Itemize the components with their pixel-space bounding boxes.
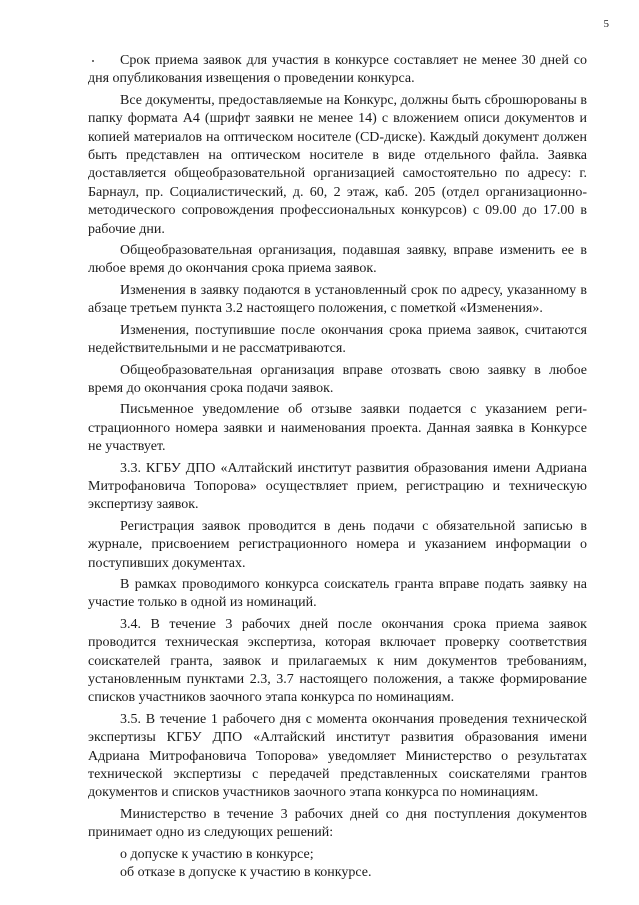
paragraph-deadline: Срок приема заявок для участия в конкурсе составляет не менее 30 дней со дня опубликования извещения о проведении конкурса.	[88, 53, 587, 87]
paragraph-documents: Все документы, предоставляемые на Конкурс, должны быть сброшюрованы в папку формата А4 (шрифт заявки не менее 14) с вложением описи документов и копией материалов на оптическом носителе (CD-диске). Каждый документ должен быть представлен на оптическом носителе в виде отдельного файла. Заявка доставляется общеобразовательной организацией самостоятельно по адресу: г. Барнаул, пр. Социалистический, д. 60, 2 этаж, каб. 205 (отдел организационно-методического сопровождения профессиональных конкурсов) с 09.00 до 17.00 в рабочие дни.	[88, 92, 587, 237]
paragraph-change-right: Общеобразовательная организация, подавшая заявку, вправе изменить ее в любое время до окончания срока приема заявок.	[88, 243, 587, 277]
paragraph-one-nomination: В рамках проводимого конкурса соискатель гранта вправе подать заявку на участие только в одной из номинаций.	[88, 576, 587, 611]
paragraph-late-changes: Изменения, поступившие после окончания срока приема заявок, считаются недействительными и не рассматриваются.	[88, 322, 587, 357]
paragraph-3-4: 3.4. В течение 3 рабочих дней после окончания срока приема заявок проводится техническая экспертиза, которая включает проверку соответствия соискателей гранта, заявок и прилагаемых к ним документов требованиям, установленным пунктами 2.3, 3.7 настоящего положения, а также формирование списков участников заочного этапа конкурса по номинациям.	[88, 616, 587, 706]
paragraph-3-3: 3.3. КГБУ ДПО «Алтайский институт развития образования имени Адриана Митрофановича Топорова» осуществляет прием, регистрацию и техническую экспертизу заявок.	[88, 460, 587, 513]
paragraph-change-address: Изменения в заявку подаются в установленный срок по адресу, указанному в абзаце третьем пункта 3.2 настоящего положения, с пометкой «Изменения».	[88, 282, 587, 317]
paragraph-withdraw-right: Общеобразовательная организация вправе отозвать свою заявку в любое время до окончания срока подачи заявок.	[88, 362, 587, 396]
page-number: 5	[603, 18, 609, 30]
paragraph-3-5: 3.5. В течение 1 рабочего дня с момента окончания проведения технической экспертизы КГБУ ДПО «Алтайский институт развития образования имени Адриана Митрофановича Топорова» уведомляет Министерство о результатах технической экспертизы с передачей представленных соискателями грантов документов и списков участников заочного этапа конкурса по номинациям.	[88, 711, 587, 801]
paragraph-ministry-decision: Министерство в течение 3 рабочих дней со дня поступления документов принимает одно из следующих решений:	[88, 806, 587, 841]
paragraph-withdraw-notice: Письменное уведомление об отзыве заявки подается с указанием регистрационного номера заявки и наименования проекта. Данная заявка в Конкурсе не участвует.	[88, 402, 587, 455]
paragraph-registration: Регистрация заявок проводится в день подачи с обязательной записью в журнале, присвоением регистрационного номера и указанием информации о поступивших документах.	[88, 518, 587, 571]
scan-speck	[92, 60, 94, 62]
list-item-admit: о допуске к участию в конкурсе;	[120, 846, 314, 862]
list-item-refuse: об отказе в допуске к участию в конкурсе.	[120, 865, 372, 881]
